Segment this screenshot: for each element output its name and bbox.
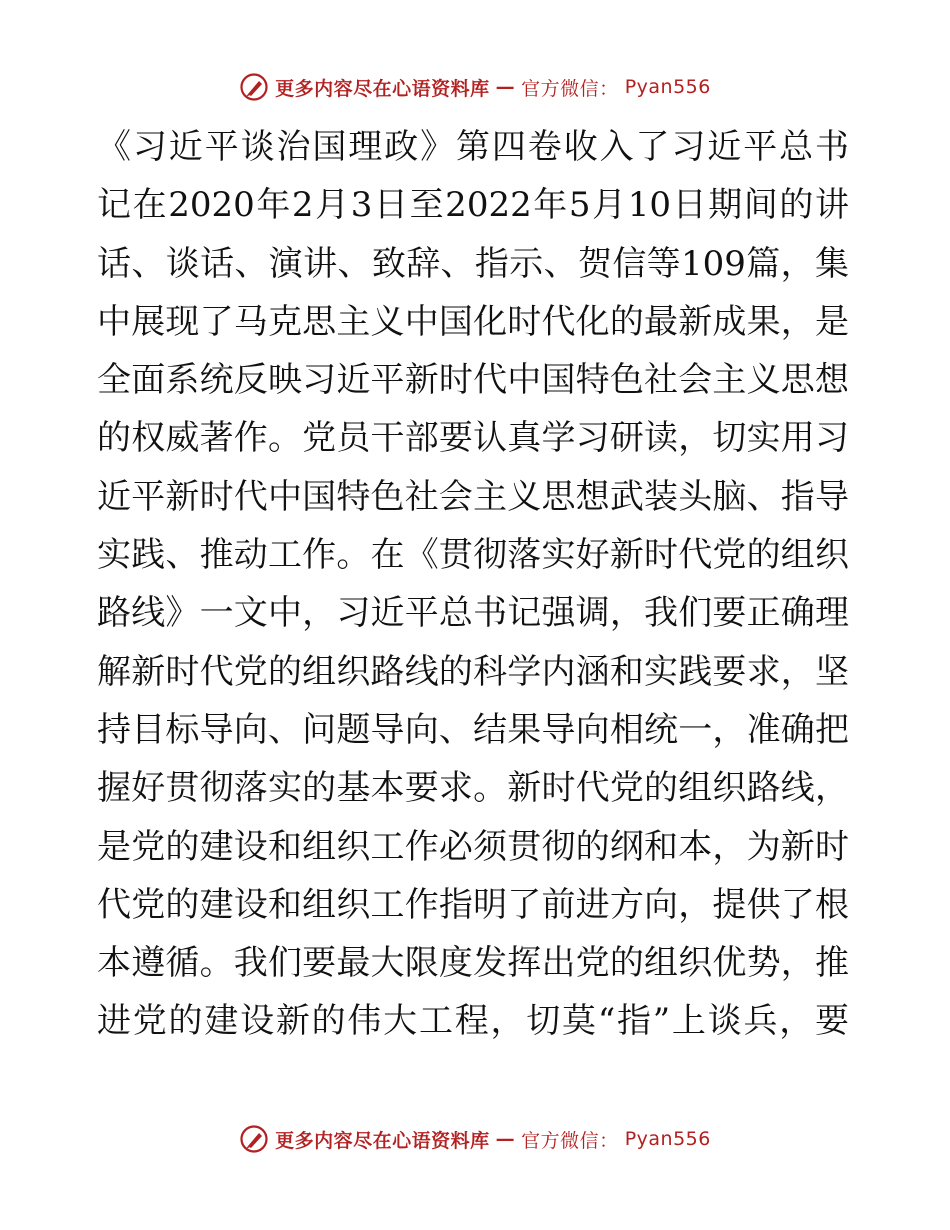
paragraph-line: 实践、推动工作。在《贯彻落实好新时代党的组织 — [97, 535, 849, 576]
paragraph-line: 是党的建设和组织工作必须贯彻的纲和本，为新时 — [97, 826, 849, 867]
paragraph-line: 代党的建设和组织工作指明了前进方向，提供了根 — [97, 884, 849, 925]
paragraph-line: 全面系统反映习近平新时代中国特色社会主义思想 — [97, 360, 849, 401]
pen-nib-icon — [239, 1124, 269, 1154]
paragraph-line: 解新时代党的组织路线的科学内涵和实践要求，坚 — [97, 651, 849, 692]
paragraph-line: 握好贯彻落实的基本要求。新时代党的组织路线， — [97, 768, 849, 809]
paragraph-line: 中展现了马克思主义中国化时代化的最新成果，是 — [97, 301, 849, 342]
paragraph-line: 记在2020年2月3日至2022年5月10日期间的讲 — [97, 185, 849, 226]
watermark-wechat-id: Pyan556 — [624, 1128, 711, 1150]
paragraph-line: 的权威著作。党员干部要认真学习研读，切实用习 — [97, 418, 849, 459]
paragraph-line: 本遵循。我们要最大限度发挥出党的组织优势，推 — [97, 943, 849, 984]
header-watermark — [0, 72, 950, 102]
watermark-brand: 更多内容尽在心语资料库 — [275, 1129, 490, 1152]
paragraph-line: 进党的建设新的伟大工程，切莫“指”上谈兵，要 — [97, 1001, 849, 1042]
watermark-separator: — — [495, 1128, 516, 1150]
watermark-wechat-label: 官方微信： — [521, 77, 619, 100]
watermark-wechat-label: 官方微信： — [521, 1129, 619, 1152]
watermark-wechat-id: Pyan556 — [624, 76, 711, 98]
pen-nib-icon — [239, 72, 269, 102]
watermark-separator: — — [495, 76, 516, 98]
paragraph-line: 路线》一文中，习近平总书记强调，我们要正确理 — [97, 593, 849, 634]
body-paragraph — [97, 118, 849, 1051]
footer-watermark — [0, 1124, 950, 1154]
paragraph-line: 近平新时代中国特色社会主义思想武装头脑、指导 — [97, 476, 849, 517]
paragraph-line: 话、谈话、演讲、致辞、指示、贺信等109篇，集 — [97, 243, 849, 284]
paragraph-line: 持目标导向、问题导向、结果导向相统一，准确把 — [97, 709, 849, 750]
paragraph-line: 《习近平谈治国理政》第四卷收入了习近平总书 — [97, 127, 849, 167]
watermark-brand: 更多内容尽在心语资料库 — [275, 77, 490, 100]
